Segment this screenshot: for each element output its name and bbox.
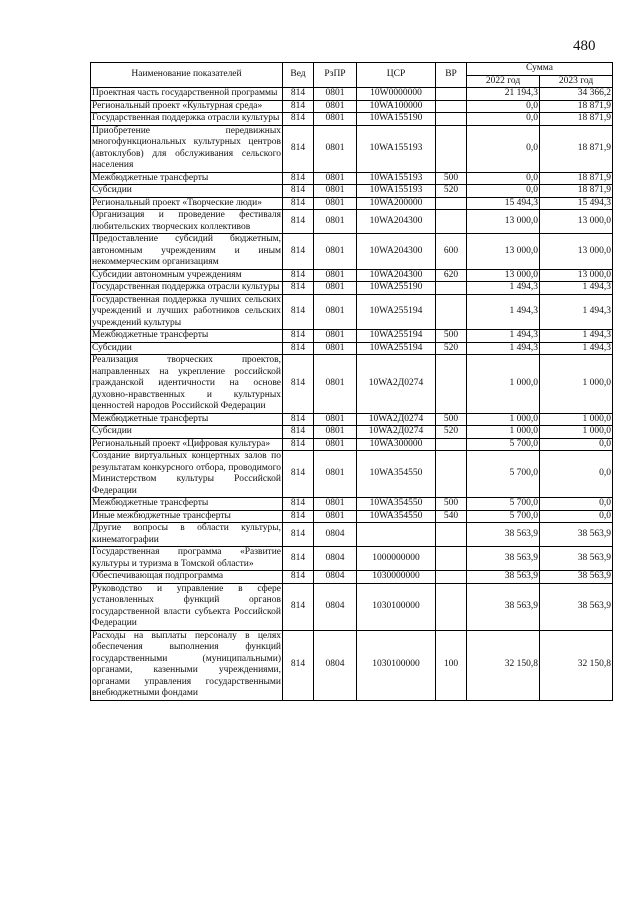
row-csr-cell: 10WA204300 xyxy=(357,234,436,270)
header-rzpr: РзПР xyxy=(314,63,357,88)
row-csr-cell: 10WA2Д0274 xyxy=(357,426,436,439)
row-ved-cell: 814 xyxy=(283,294,314,330)
row-name-cell: Другие вопросы в области культуры, кинематографии xyxy=(92,523,281,545)
row-ved-cell: 814 xyxy=(283,451,314,498)
header-sum: Сумма xyxy=(467,63,613,76)
row-name-cell: Приобретение передвижных многофункциональных культурных центров (автоклубов) для обслуживания сельского населения xyxy=(92,125,281,170)
header-2023: 2023 год xyxy=(540,75,613,88)
row-sum-2022-cell: 1 000,0 xyxy=(467,426,540,439)
row-ved-cell: 814 xyxy=(283,172,314,185)
row-sum-2023-cell: 1 494,3 xyxy=(540,330,613,343)
row-rzpr-cell: 0801 xyxy=(314,498,357,511)
row-sum-2022-cell: 1 494,3 xyxy=(467,342,540,355)
row-csr-cell: 1030000000 xyxy=(357,571,436,584)
row-sum-2022-cell: 5 700,0 xyxy=(467,438,540,451)
row-sum-2023-cell: 38 563,9 xyxy=(540,523,613,547)
row-name-cell: Государственная программа «Развитие культуры и туризма в Томской области» xyxy=(92,547,281,569)
table-row xyxy=(91,583,613,630)
row-ved-cell: 814 xyxy=(283,355,314,414)
row-rzpr-cell: 0801 xyxy=(314,413,357,426)
row-sum-2023-cell: 18 871,9 xyxy=(540,125,613,172)
row-name-cell: Иные межбюджетные трансферты xyxy=(91,510,283,523)
row-sum-2023-cell: 0,0 xyxy=(540,498,613,511)
row-ved-cell: 814 xyxy=(283,583,314,630)
row-rzpr-cell: 0804 xyxy=(314,523,357,547)
row-ved-cell: 814 xyxy=(283,234,314,270)
header-2022: 2022 год xyxy=(467,75,540,88)
row-name-cell: Межбюджетные трансферты xyxy=(91,498,283,511)
row-vr-cell xyxy=(436,438,467,451)
row-name-cell: Государственная поддержка лучших сельских учреждений и лучших работников сельских учреждений культуры xyxy=(92,294,281,328)
row-ved-cell: 814 xyxy=(283,210,314,234)
row-name-cell: Руководство и управление в сфере установленных функций органов государственной власти субъекта Российской Федерации xyxy=(92,583,281,628)
row-rzpr-cell: 0801 xyxy=(314,113,357,126)
row-name-cell: Реализация творческих проектов, направленных на укрепление российской гражданской идентичности на основе духовно-нравственных и культурных ценностей народов Российской Федерации xyxy=(92,355,281,411)
row-vr-cell xyxy=(436,451,467,498)
row-csr-cell: 10WA155190 xyxy=(357,113,436,126)
row-name-cell: Субсидии xyxy=(91,185,283,198)
row-ved-cell: 814 xyxy=(283,498,314,511)
row-vr-cell xyxy=(436,583,467,630)
row-csr-cell: 10WA354550 xyxy=(357,510,436,523)
row-vr-cell xyxy=(436,294,467,330)
row-vr-cell: 500 xyxy=(436,330,467,343)
row-rzpr-cell: 0801 xyxy=(314,88,357,101)
row-sum-2023-cell: 1 494,3 xyxy=(540,294,613,330)
row-vr-cell: 520 xyxy=(436,185,467,198)
row-rzpr-cell: 0801 xyxy=(314,282,357,295)
row-ved-cell: 814 xyxy=(283,282,314,295)
row-sum-2022-cell: 38 563,9 xyxy=(467,571,540,584)
row-name-cell: Проектная часть государственной программы xyxy=(91,88,283,101)
row-sum-2023-cell: 34 366,2 xyxy=(540,88,613,101)
row-ved-cell: 814 xyxy=(283,510,314,523)
row-name-cell: Предоставление субсидий бюджетным, автономным учреждениям и иным некоммерческим организациям xyxy=(92,234,281,267)
row-sum-2022-cell: 1 494,3 xyxy=(467,294,540,330)
row-csr-cell xyxy=(357,523,436,547)
row-ved-cell: 814 xyxy=(283,571,314,584)
table-row xyxy=(91,330,613,343)
row-csr-cell: 10WA300000 xyxy=(357,438,436,451)
row-csr-cell: 10WA100000 xyxy=(357,100,436,113)
row-csr-cell: 10WA2Д0274 xyxy=(357,413,436,426)
row-rzpr-cell: 0804 xyxy=(314,583,357,630)
row-sum-2023-cell: 13 000,0 xyxy=(540,210,613,234)
row-sum-2023-cell: 1 000,0 xyxy=(540,413,613,426)
row-ved-cell: 814 xyxy=(283,630,314,700)
header-name: Наименование показателей xyxy=(91,63,283,88)
table-row xyxy=(91,197,613,210)
budget-table xyxy=(90,62,613,701)
row-rzpr-cell: 0804 xyxy=(314,547,357,571)
row-sum-2023-cell: 32 150,8 xyxy=(540,630,613,700)
table-row xyxy=(91,413,613,426)
row-ved-cell: 814 xyxy=(283,269,314,282)
row-csr-cell: 10WA200000 xyxy=(357,197,436,210)
row-ved-cell: 814 xyxy=(283,438,314,451)
table-row xyxy=(91,630,613,700)
table-row xyxy=(91,113,613,126)
table-row xyxy=(91,125,613,172)
header-csr: ЦСР xyxy=(357,63,436,88)
row-sum-2022-cell: 13 000,0 xyxy=(467,210,540,234)
row-name-cell: Субсидии xyxy=(91,342,283,355)
table-row xyxy=(91,172,613,185)
row-name-cell: Расходы на выплаты персоналу в целях обеспечения выполнения функций государственными (муниципальными) органами, казенными учреждениями, органами управления государственными внебюджетными фондами xyxy=(92,630,281,698)
row-vr-cell: 500 xyxy=(436,172,467,185)
row-sum-2022-cell: 1 000,0 xyxy=(467,413,540,426)
row-rzpr-cell: 0801 xyxy=(314,172,357,185)
row-sum-2023-cell: 1 494,3 xyxy=(540,282,613,295)
row-sum-2023-cell: 0,0 xyxy=(540,510,613,523)
row-csr-cell: 10WA2Д0274 xyxy=(357,355,436,414)
row-sum-2023-cell: 18 871,9 xyxy=(540,113,613,126)
row-ved-cell: 814 xyxy=(283,413,314,426)
table-row xyxy=(91,294,613,330)
row-sum-2022-cell: 5 700,0 xyxy=(467,498,540,511)
row-sum-2023-cell: 1 494,3 xyxy=(540,342,613,355)
row-rzpr-cell: 0801 xyxy=(314,125,357,172)
row-sum-2023-cell: 0,0 xyxy=(540,438,613,451)
row-vr-cell: 620 xyxy=(436,269,467,282)
row-sum-2022-cell: 38 563,9 xyxy=(467,547,540,571)
row-sum-2022-cell: 38 563,9 xyxy=(467,523,540,547)
row-rzpr-cell: 0801 xyxy=(314,438,357,451)
row-vr-cell xyxy=(436,571,467,584)
row-sum-2022-cell: 5 700,0 xyxy=(467,451,540,498)
row-sum-2022-cell: 38 563,9 xyxy=(467,583,540,630)
row-name-cell: Субсидии xyxy=(91,426,283,439)
row-sum-2022-cell: 21 194,3 xyxy=(467,88,540,101)
table-row xyxy=(91,355,613,414)
row-csr-cell: 10WA255190 xyxy=(357,282,436,295)
row-rzpr-cell: 0801 xyxy=(314,426,357,439)
table-row xyxy=(91,571,613,584)
header-ved: Вед xyxy=(283,63,314,88)
row-name-cell: Региональный проект «Культурная среда» xyxy=(91,100,283,113)
row-vr-cell: 500 xyxy=(436,498,467,511)
row-vr-cell xyxy=(436,113,467,126)
row-rzpr-cell: 0804 xyxy=(314,630,357,700)
row-sum-2023-cell: 18 871,9 xyxy=(540,172,613,185)
row-csr-cell: 10WA155193 xyxy=(357,172,436,185)
table-row xyxy=(91,185,613,198)
table-row xyxy=(91,451,613,498)
row-sum-2022-cell: 0,0 xyxy=(467,100,540,113)
row-sum-2022-cell: 0,0 xyxy=(467,185,540,198)
row-sum-2022-cell: 0,0 xyxy=(467,172,540,185)
row-sum-2022-cell: 0,0 xyxy=(467,113,540,126)
row-csr-cell: 1030100000 xyxy=(357,583,436,630)
row-ved-cell: 814 xyxy=(283,88,314,101)
table-row xyxy=(91,438,613,451)
table-row xyxy=(91,426,613,439)
row-sum-2023-cell: 0,0 xyxy=(540,451,613,498)
row-csr-cell: 10WA155193 xyxy=(357,125,436,172)
row-vr-cell xyxy=(436,197,467,210)
row-rzpr-cell: 0804 xyxy=(314,571,357,584)
row-name-cell: Межбюджетные трансферты xyxy=(91,330,283,343)
row-name-cell: Межбюджетные трансферты xyxy=(91,413,283,426)
row-rzpr-cell: 0801 xyxy=(314,100,357,113)
table-row xyxy=(91,100,613,113)
table-row xyxy=(91,282,613,295)
row-name-cell: Обеспечивающая подпрограмма xyxy=(91,571,283,584)
row-csr-cell: 10W0000000 xyxy=(357,88,436,101)
row-rzpr-cell: 0801 xyxy=(314,355,357,414)
row-vr-cell: 500 xyxy=(436,413,467,426)
row-sum-2023-cell: 13 000,0 xyxy=(540,269,613,282)
table-row xyxy=(91,498,613,511)
row-vr-cell xyxy=(436,88,467,101)
row-rzpr-cell: 0801 xyxy=(314,330,357,343)
row-ved-cell: 814 xyxy=(283,342,314,355)
row-rzpr-cell: 0801 xyxy=(314,197,357,210)
row-sum-2023-cell: 38 563,9 xyxy=(540,583,613,630)
row-ved-cell: 814 xyxy=(283,523,314,547)
table-row xyxy=(91,523,613,547)
row-sum-2023-cell: 18 871,9 xyxy=(540,100,613,113)
row-rzpr-cell: 0801 xyxy=(314,451,357,498)
row-rzpr-cell: 0801 xyxy=(314,510,357,523)
row-sum-2022-cell: 1 000,0 xyxy=(467,355,540,414)
row-sum-2023-cell: 18 871,9 xyxy=(540,185,613,198)
row-sum-2022-cell: 1 494,3 xyxy=(467,330,540,343)
row-rzpr-cell: 0801 xyxy=(314,185,357,198)
row-ved-cell: 814 xyxy=(283,113,314,126)
header-vr: ВР xyxy=(436,63,467,88)
row-vr-cell: 600 xyxy=(436,234,467,270)
row-sum-2022-cell: 5 700,0 xyxy=(467,510,540,523)
table-row xyxy=(91,547,613,571)
row-csr-cell: 10WA204300 xyxy=(357,269,436,282)
row-vr-cell: 100 xyxy=(436,630,467,700)
row-sum-2023-cell: 15 494,3 xyxy=(540,197,613,210)
row-vr-cell: 520 xyxy=(436,426,467,439)
row-sum-2023-cell: 38 563,9 xyxy=(540,547,613,571)
table-row xyxy=(91,510,613,523)
row-rzpr-cell: 0801 xyxy=(314,342,357,355)
row-csr-cell: 10WA354550 xyxy=(357,451,436,498)
row-name-cell: Межбюджетные трансферты xyxy=(91,172,283,185)
row-sum-2022-cell: 15 494,3 xyxy=(467,197,540,210)
table-row xyxy=(91,210,613,234)
row-sum-2023-cell: 13 000,0 xyxy=(540,234,613,270)
row-sum-2023-cell: 1 000,0 xyxy=(540,355,613,414)
row-rzpr-cell: 0801 xyxy=(314,210,357,234)
row-sum-2022-cell: 0,0 xyxy=(467,125,540,172)
row-ved-cell: 814 xyxy=(283,185,314,198)
row-ved-cell: 814 xyxy=(283,426,314,439)
row-vr-cell xyxy=(436,547,467,571)
page-number: 480 xyxy=(573,38,596,54)
row-vr-cell xyxy=(436,125,467,172)
row-vr-cell: 520 xyxy=(436,342,467,355)
table-row xyxy=(91,234,613,270)
row-csr-cell: 10WA354550 xyxy=(357,498,436,511)
row-ved-cell: 814 xyxy=(283,330,314,343)
row-name-cell: Создание виртуальных концертных залов по результатам конкурсного отбора, проводимого Министерством культуры Российской Федерации xyxy=(92,451,281,496)
row-vr-cell xyxy=(436,355,467,414)
row-sum-2022-cell: 13 000,0 xyxy=(467,234,540,270)
row-sum-2022-cell: 32 150,8 xyxy=(467,630,540,700)
row-csr-cell: 10WA255194 xyxy=(357,342,436,355)
row-ved-cell: 814 xyxy=(283,100,314,113)
row-name-cell: Государственная поддержка отрасли культуры xyxy=(91,282,283,295)
row-csr-cell: 10WA204300 xyxy=(357,210,436,234)
row-name-cell: Региональный проект «Творческие люди» xyxy=(91,197,283,210)
table-row xyxy=(91,342,613,355)
row-ved-cell: 814 xyxy=(283,197,314,210)
row-rzpr-cell: 0801 xyxy=(314,294,357,330)
table-row xyxy=(91,269,613,282)
table-row xyxy=(91,88,613,101)
row-sum-2023-cell: 1 000,0 xyxy=(540,426,613,439)
row-sum-2022-cell: 13 000,0 xyxy=(467,269,540,282)
row-csr-cell: 10WA255194 xyxy=(357,294,436,330)
row-csr-cell: 1000000000 xyxy=(357,547,436,571)
row-rzpr-cell: 0801 xyxy=(314,234,357,270)
row-rzpr-cell: 0801 xyxy=(314,269,357,282)
row-name-cell: Государственная поддержка отрасли культуры xyxy=(91,113,283,126)
row-vr-cell xyxy=(436,282,467,295)
row-name-cell: Организация и проведение фестиваля любительских творческих коллективов xyxy=(92,210,281,232)
row-sum-2023-cell: 38 563,9 xyxy=(540,571,613,584)
row-vr-cell xyxy=(436,210,467,234)
row-vr-cell xyxy=(436,523,467,547)
row-csr-cell: 10WA255194 xyxy=(357,330,436,343)
row-csr-cell: 10WA155193 xyxy=(357,185,436,198)
row-ved-cell: 814 xyxy=(283,547,314,571)
row-name-cell: Субсидии автономным учреждениям xyxy=(91,269,283,282)
row-vr-cell: 540 xyxy=(436,510,467,523)
row-name-cell: Региональный проект «Цифровая культура» xyxy=(91,438,283,451)
row-ved-cell: 814 xyxy=(283,125,314,172)
row-vr-cell xyxy=(436,100,467,113)
row-csr-cell: 1030100000 xyxy=(357,630,436,700)
row-sum-2022-cell: 1 494,3 xyxy=(467,282,540,295)
